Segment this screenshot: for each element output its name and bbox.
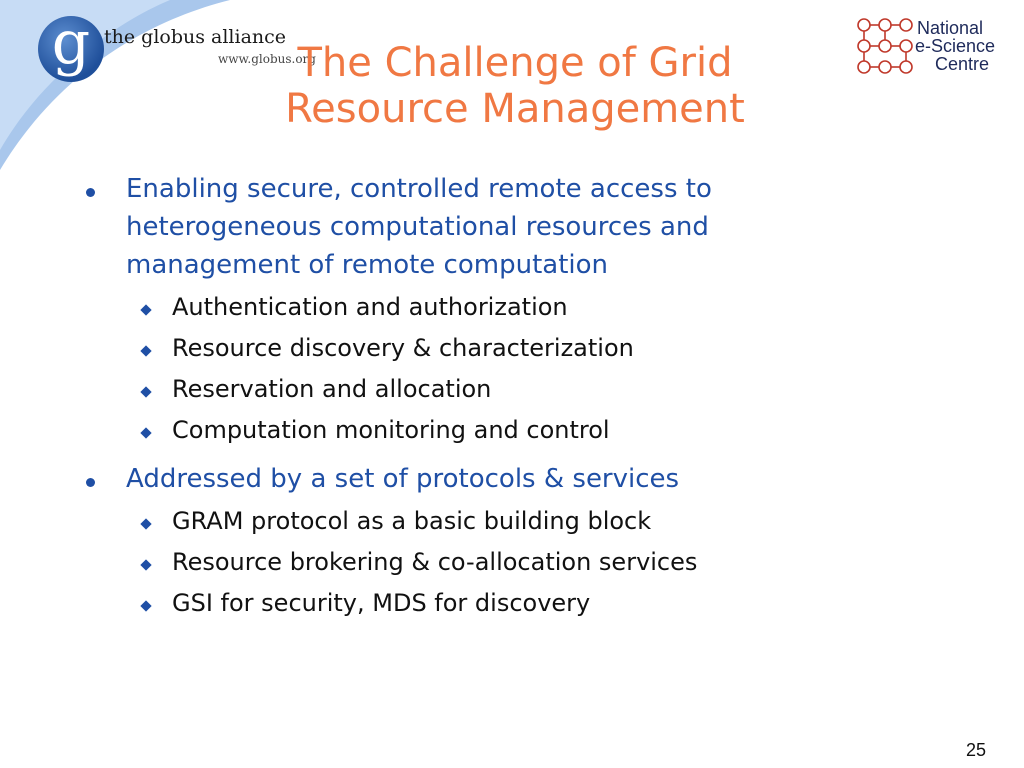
bullet-item <box>84 170 984 284</box>
sub-bullet-text: Authentication and authorization <box>172 293 568 321</box>
bullet-dot-icon <box>86 478 95 487</box>
sub-bullet-list <box>126 290 984 454</box>
sub-bullet-item <box>126 290 984 331</box>
slide-content <box>84 170 984 633</box>
globus-g-glyph: g <box>51 8 91 78</box>
page-number: 25 <box>965 740 986 760</box>
diamond-bullet-icon <box>140 559 151 570</box>
nesc-logo <box>855 16 1015 80</box>
diamond-bullet-icon <box>140 518 151 529</box>
globus-logo-url: www.globus.org <box>218 52 316 66</box>
sub-bullet-text: GSI for security, MDS for discovery <box>172 589 591 617</box>
sub-bullet-text: Computation monitoring and control <box>172 416 610 444</box>
slide-title <box>170 40 860 132</box>
diamond-bullet-icon <box>140 386 151 397</box>
sub-bullet-item <box>126 586 984 627</box>
sub-bullet-text: Reservation and allocation <box>172 375 492 403</box>
sub-bullet-item <box>126 545 984 586</box>
slide-title-line1: The Challenge of Grid <box>297 40 733 86</box>
bullet-item <box>84 460 984 498</box>
nesc-logo-line3: Centre <box>935 54 990 74</box>
sub-bullet-text: Resource brokering & co-allocation services <box>172 548 698 576</box>
sub-bullet-item <box>126 372 984 413</box>
diamond-bullet-icon <box>140 304 151 315</box>
sub-bullet-list <box>126 504 984 627</box>
slide-title-line2: Resource Management <box>285 86 745 132</box>
sub-bullet-item <box>126 331 984 372</box>
globus-logo-name: the globus alliance <box>104 26 287 48</box>
sub-bullet-text: Resource discovery & characterization <box>172 334 634 362</box>
node-graph-icon <box>855 16 915 76</box>
diamond-bullet-icon <box>140 427 151 438</box>
nesc-logo-line1: National <box>917 18 984 38</box>
nesc-logo-line2: e-Science <box>915 36 996 56</box>
diamond-bullet-icon <box>140 600 151 611</box>
bullet-dot-icon <box>86 188 95 197</box>
bullet-text: Addressed by a set of protocols & services <box>126 464 680 494</box>
bullet-text: Enabling secure, controlled remote access to heterogeneous computational resources and management of remote computation <box>126 174 712 280</box>
sub-bullet-item <box>126 504 984 545</box>
sub-bullet-text: GRAM protocol as a basic building block <box>172 507 652 535</box>
diamond-bullet-icon <box>140 345 151 356</box>
sub-bullet-item <box>126 413 984 454</box>
